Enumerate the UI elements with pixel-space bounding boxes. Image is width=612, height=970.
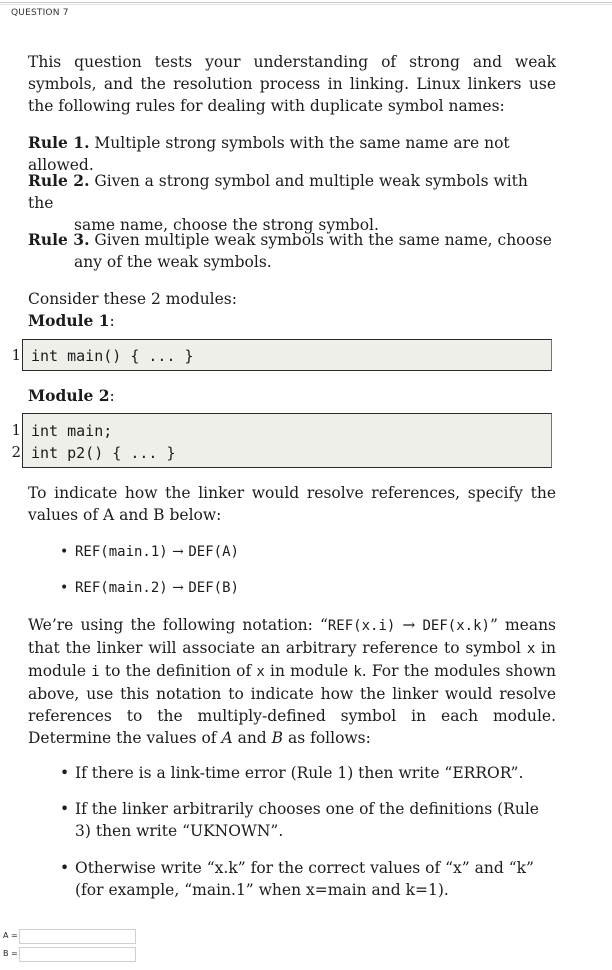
ref-b-ref: REF(main.2) [75,580,168,596]
notation-def: DEF(x.k) [422,618,490,634]
ref-item-a [60,541,556,563]
notation-symbol: k [353,664,362,680]
module-1-code-line: int main() { ... } [31,347,194,365]
bullet-dot: • [60,544,69,560]
arrow-icon: → [172,544,184,560]
bullet-dot: • [60,859,70,877]
notation-var: B [271,729,284,747]
answer-a-input[interactable] [19,929,136,944]
rule-2-text-line1: Given a strong symbol and multiple weak symbols with the [28,172,528,212]
rule-2-head: Rule 2. [28,171,90,190]
rule-1-text: Multiple strong symbols with the same name are not allowed. [28,134,510,174]
notation-text: as follows: [283,729,371,747]
notation-text: ” means that the linker will associate an arbitrary reference to symbol [28,616,557,657]
module-1-line-number: 1 [11,346,21,364]
module-2-line-number: 1 [11,421,21,439]
answer-b-label: B = [3,949,18,958]
ref-a-def: DEF(A) [188,544,239,560]
rule-1-head: Rule 1. [28,133,90,152]
notation-ref: REF(x.i) [327,618,396,634]
indicate-paragraph: To indicate how the linker would resolve references, specify the values of A and B below: [28,484,556,524]
arrow-icon: → [172,580,184,596]
notation-text: in module [28,639,556,680]
answer-a-label: A = [3,931,18,940]
bullet-dot: • [60,800,70,818]
instruction-item [60,798,556,842]
arrow-icon: → [395,616,423,634]
rule-3 [28,229,556,273]
ref-a-ref: REF(main.1) [75,544,168,560]
rule-3-text-line2: any of the weak symbols. [74,253,272,271]
top-border [0,2,612,3]
module-1-colon: : [109,312,115,330]
module-2-heading [28,385,556,407]
answer-b-input[interactable] [19,947,136,962]
consider-text: Consider these 2 modules: [28,290,237,308]
notation-var: A [221,729,233,747]
rule-3-head: Rule 3. [28,230,90,249]
bullet-dot: • [60,580,69,596]
instruction-item [60,857,556,901]
intro-paragraph: This question tests your understanding of strong and weak symbols, and the resolution process in linking. Linux linkers use the following rules for dealing with duplicate symbol names: [28,53,556,115]
bullet-dot: • [60,764,70,782]
module-1-code-block [22,339,552,371]
instruction-text: Otherwise write “x.k” for the correct values of “x” and “k” (for example, “main.1” when x=main and k=1). [75,859,534,899]
ref-b-def: DEF(B) [188,580,239,596]
instruction-item [60,762,556,784]
notation-paragraph [28,614,556,749]
instruction-text: If there is a link-time error (Rule 1) then write “ERROR”. [75,764,524,782]
instruction-text: If the linker arbitrarily chooses one of the definitions (Rule 3) then write “UKNOWN”. [75,800,539,840]
notation-text: to the definition of [99,662,257,680]
notation-text: We’re using the following notation: “ [28,616,328,634]
notation-text: . For the modules shown above, use this notation to indicate how the linker would resolve references to the multiply-defined symbol in each module. Determine the values of [28,662,556,747]
notation-symbol: x [256,664,265,680]
module-2-code-line: int main; [31,422,113,440]
notation-text: in module [264,662,354,680]
module-1-heading [28,310,556,332]
module-2-code-block [22,413,552,468]
question-label: QUESTION 7 [11,8,69,18]
rule-2 [28,170,556,236]
top-border-shadow [0,4,612,5]
module-2-line-number: 2 [11,443,21,461]
module-2-code-line: int p2() { ... } [31,444,176,462]
module-1-title: Module 1 [28,311,110,330]
ref-item-b [60,577,556,599]
notation-symbol: i [91,664,100,680]
rule-3-text-line1: Given multiple weak symbols with the same name, choose [94,231,552,249]
rule-2-text-line2: same name, choose the strong symbol. [74,216,379,234]
module-2-title: Module 2 [28,386,110,405]
module-2-colon: : [109,387,115,405]
notation-symbol: x [526,641,536,657]
notation-text: and [232,729,272,747]
